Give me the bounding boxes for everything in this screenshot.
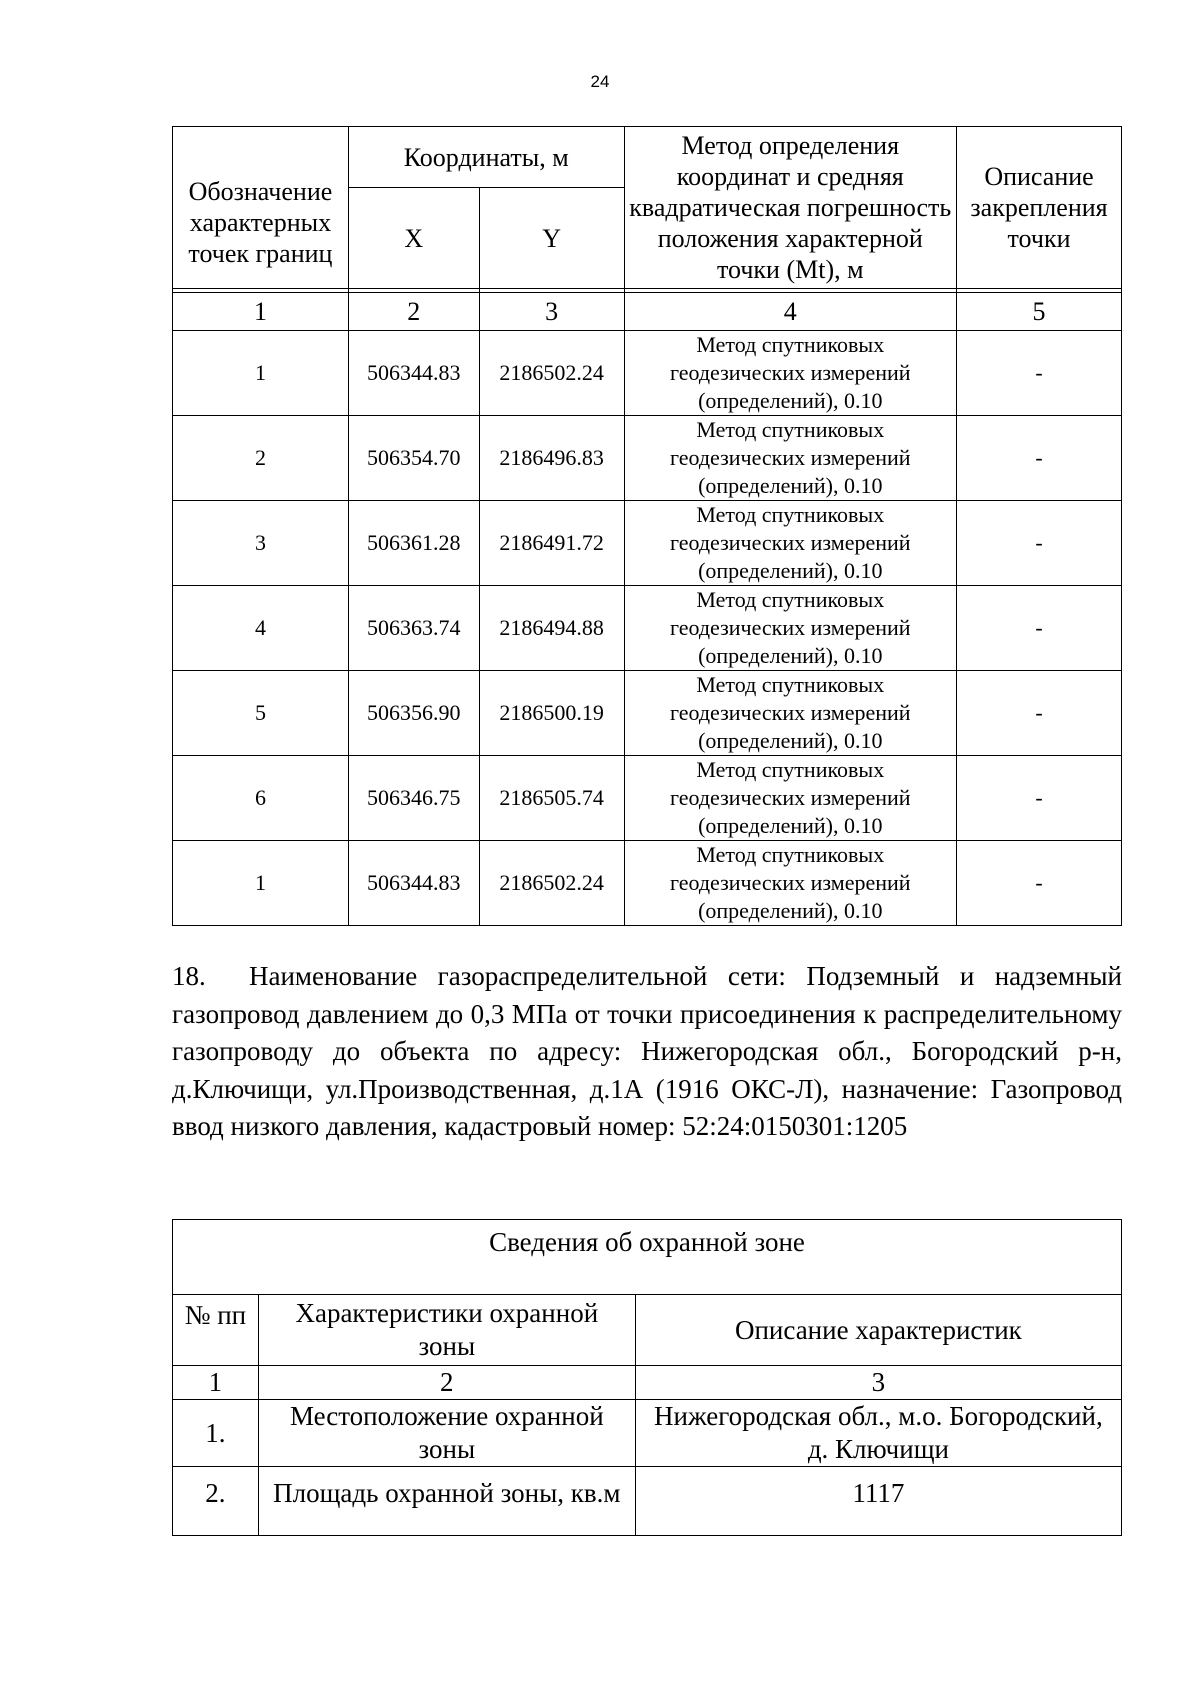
header-designation: Обозначение характерных точек границ bbox=[173, 127, 349, 289]
table-row bbox=[173, 756, 1122, 841]
table-row bbox=[173, 671, 1122, 756]
characteristic-value: 1117 bbox=[635, 1467, 1121, 1536]
table-row bbox=[173, 416, 1122, 501]
description-value: - bbox=[957, 671, 1122, 756]
point-number: 2 bbox=[173, 416, 349, 501]
description-value: - bbox=[957, 586, 1122, 671]
x-value: 506346.75 bbox=[348, 756, 479, 841]
point-number: 4 bbox=[173, 586, 349, 671]
column-number: 1 bbox=[173, 1366, 259, 1400]
paragraph-number: 18. bbox=[172, 961, 206, 991]
x-value: 506363.74 bbox=[348, 586, 479, 671]
x-value: 506361.28 bbox=[348, 501, 479, 586]
y-value: 2186494.88 bbox=[479, 586, 624, 671]
x-value: 506356.90 bbox=[348, 671, 479, 756]
header-coordinates: Координаты, м bbox=[348, 127, 624, 188]
header-characteristics: Характеристики охранной зоны bbox=[258, 1295, 635, 1366]
column-number: 5 bbox=[957, 293, 1122, 331]
page-number: 24 bbox=[590, 72, 610, 91]
description-value: - bbox=[957, 756, 1122, 841]
x-value: 506354.70 bbox=[348, 416, 479, 501]
header-method: Метод определения координат и средняя квадратическая погрешность положения характерной точки (Mt), м bbox=[624, 127, 957, 289]
y-value: 2186505.74 bbox=[479, 756, 624, 841]
y-value: 2186502.24 bbox=[479, 331, 624, 416]
header-x: X bbox=[348, 188, 479, 289]
header-zone-description: Описание характеристик bbox=[635, 1295, 1121, 1366]
column-numbers-row bbox=[173, 293, 1122, 331]
characteristic-name: Местоположение охранной зоны bbox=[258, 1400, 635, 1467]
row-number: 2. bbox=[173, 1467, 259, 1536]
method-text: Метод спутниковых геодезических измерений (определений), 0.10 bbox=[624, 756, 957, 841]
method-text: Метод спутниковых геодезических измерений (определений), 0.10 bbox=[624, 416, 957, 501]
y-value: 2186491.72 bbox=[479, 501, 624, 586]
header-num: № пп bbox=[173, 1295, 259, 1366]
description-value: - bbox=[957, 841, 1122, 926]
method-text: Метод спутниковых геодезических измерений (определений), 0.10 bbox=[624, 841, 957, 926]
description-value: - bbox=[957, 416, 1122, 501]
point-number: 1 bbox=[173, 841, 349, 926]
characteristic-value: Нижегородская обл., м.о. Богородский, д. Ключищи bbox=[635, 1400, 1121, 1467]
method-text: Метод спутниковых геодезических измерений (определений), 0.10 bbox=[624, 671, 957, 756]
table-row bbox=[173, 1467, 1122, 1536]
row-number: 1. bbox=[173, 1400, 259, 1467]
table-row bbox=[173, 841, 1122, 926]
y-value: 2186500.19 bbox=[479, 671, 624, 756]
y-value: 2186496.83 bbox=[479, 416, 624, 501]
section-paragraph bbox=[172, 958, 1122, 1146]
table-row bbox=[173, 501, 1122, 586]
description-value: - bbox=[957, 501, 1122, 586]
header-description: Описание закрепления точки bbox=[957, 127, 1122, 289]
header-y: Y bbox=[479, 188, 624, 289]
point-number: 1 bbox=[173, 331, 349, 416]
method-text: Метод спутниковых геодезических измерений (определений), 0.10 bbox=[624, 586, 957, 671]
point-number: 6 bbox=[173, 756, 349, 841]
x-value: 506344.83 bbox=[348, 331, 479, 416]
method-text: Метод спутниковых геодезических измерений (определений), 0.10 bbox=[624, 501, 957, 586]
column-number: 1 bbox=[173, 293, 349, 331]
column-number: 3 bbox=[635, 1366, 1121, 1400]
x-value: 506344.83 bbox=[348, 841, 479, 926]
column-number: 2 bbox=[258, 1366, 635, 1400]
table-row bbox=[173, 1400, 1122, 1467]
table-row bbox=[173, 586, 1122, 671]
coordinates-table bbox=[172, 126, 1122, 926]
protection-zone-table bbox=[172, 1219, 1122, 1536]
y-value: 2186502.24 bbox=[479, 841, 624, 926]
point-number: 5 bbox=[173, 671, 349, 756]
paragraph-text: Наименование газораспределительной сети: Подземный и надземный газопровод давлением до 0,3 МПа от точки присоединения к распределительному газопроводу до объекта по адресу: Нижегородская обл., Богородский р-н, д.Ключищи, ул.Производственная, д.1А (1916 ОКС-Л), назначение: Газопровод ввод низкого давления, кадастровый номер: 52:24:0150301:1205 bbox=[172, 961, 1122, 1141]
method-text: Метод спутниковых геодезических измерений (определений), 0.10 bbox=[624, 331, 957, 416]
characteristic-name: Площадь охранной зоны, кв.м bbox=[258, 1467, 635, 1536]
column-number: 2 bbox=[348, 293, 479, 331]
description-value: - bbox=[957, 331, 1122, 416]
column-number: 4 bbox=[624, 293, 957, 331]
zone-table-title: Сведения об охранной зоне bbox=[173, 1220, 1122, 1295]
point-number: 3 bbox=[173, 501, 349, 586]
column-number: 3 bbox=[479, 293, 624, 331]
table-row bbox=[173, 331, 1122, 416]
